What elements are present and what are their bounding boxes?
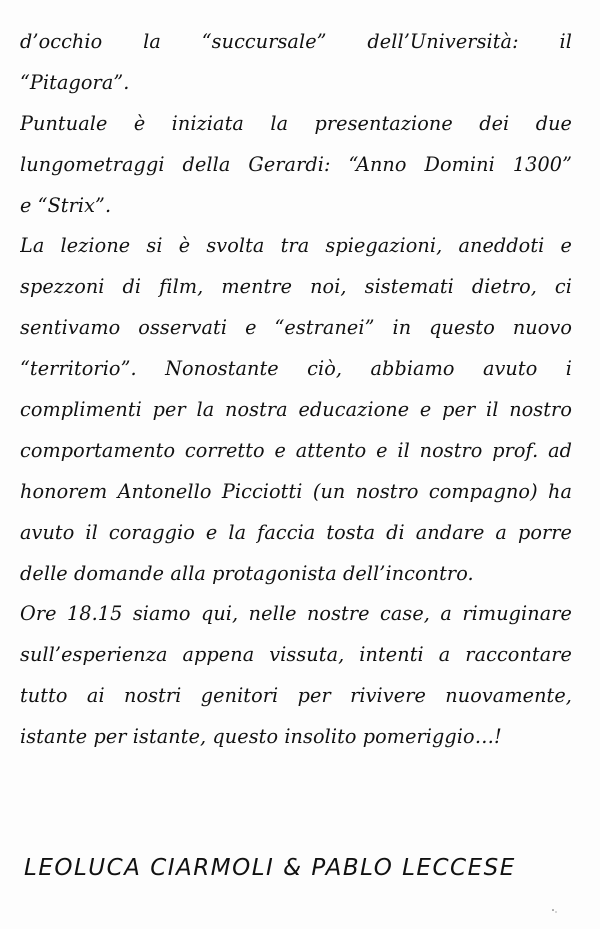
text-line: tutto ai nostri genitori per rivivere nuovamente, [20, 684, 572, 708]
text-line: delle domande alla protagonista dell’incontro. [20, 561, 474, 585]
text-line: avuto il coraggio e la faccia tosta di andare a porre [20, 520, 572, 544]
text-line: istante per istante, questo insolito pomeriggio…! [20, 725, 502, 749]
text-line: “Pitagora”. [20, 70, 130, 94]
text-line: honorem Antonello Picciotti (un nostro compagno) ha [20, 479, 572, 503]
text-line: Ore 18.15 siamo qui, nelle nostre case, a rimuginare [20, 602, 572, 626]
text-line: e “Strix”. [20, 193, 112, 217]
text-line: spezzoni di film, mentre noi, sistemati dietro, ci [20, 275, 572, 299]
text-line: complimenti per la nostra educazione e per il nostro [20, 398, 572, 422]
text-line: La lezione si è svolta tra spiegazioni, aneddoti e [20, 234, 572, 258]
text-line: lungometraggi della Gerardi: “Anno Domini 1300” [20, 152, 572, 176]
text-line: comportamento corretto e attento e il nostro prof. ad [20, 438, 572, 462]
scan-speck [550, 906, 560, 916]
text-line: sentivamo osservati e “estranei” in questo nuovo [20, 316, 572, 340]
text-line: “territorio”. Nonostante ciò, abbiamo avuto i [20, 357, 572, 381]
author-signature: LEOLUCA CIARMOLI & PABLO LECCESE [24, 855, 516, 881]
text-line: sull’esperienza appena vissuta, intenti a raccontare [20, 643, 572, 667]
text-line: Puntuale è iniziata la presentazione dei due [20, 111, 572, 135]
text-line: d’occhio la “succursale” dell’Università: il [20, 30, 572, 53]
article-text [20, 22, 572, 758]
